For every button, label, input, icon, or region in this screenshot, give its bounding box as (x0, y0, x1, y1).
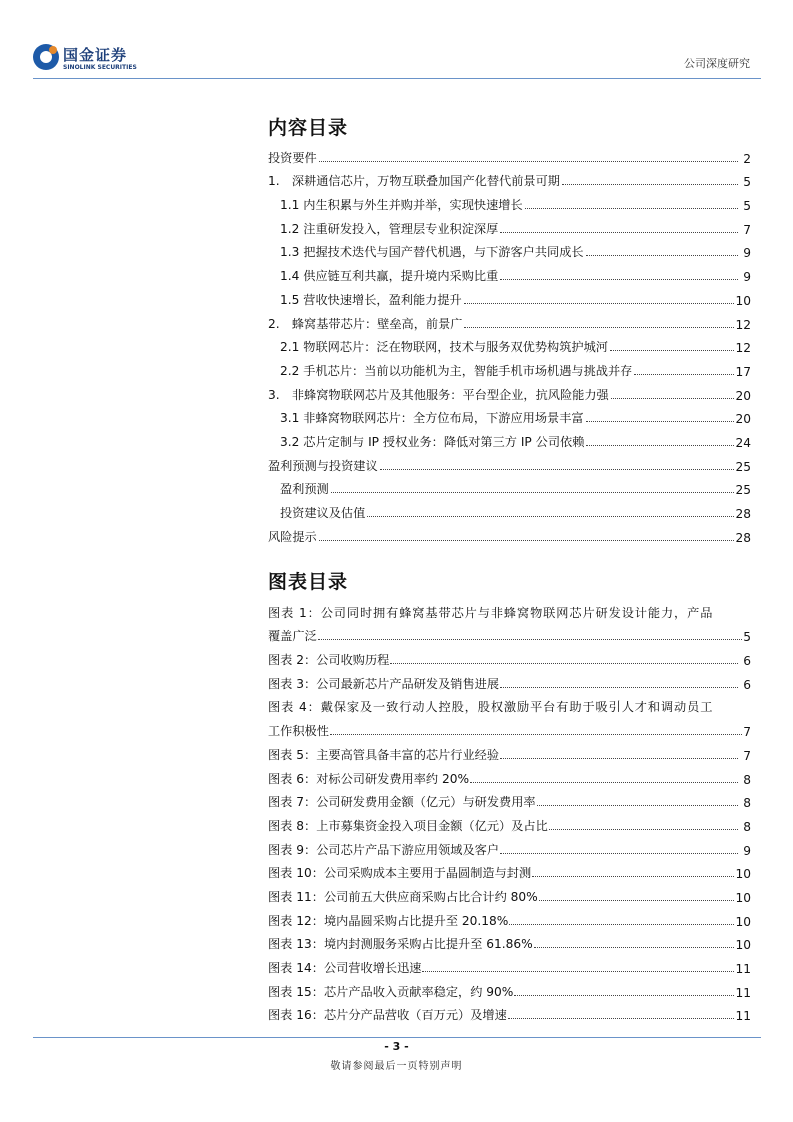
toc-entry-page: 17 (735, 364, 751, 379)
dot-leader (500, 232, 738, 233)
toc-entry-page: 10 (735, 293, 751, 308)
dot-leader (537, 805, 738, 806)
dot-leader (525, 208, 738, 209)
dot-leader (532, 876, 734, 877)
figure-entry-page: 10 (735, 890, 751, 905)
toc-entry-label: 3.1 非蜂窝物联网芯片：全方位布局，下游应用场景丰富 (280, 411, 584, 426)
figure-label-cont: 覆盖广泛 (268, 629, 317, 644)
toc-entry[interactable] (268, 497, 751, 521)
toc-entry-label: 1.3 把握技术迭代与国产替代机遇，与下游客户共同成长 (280, 245, 584, 260)
figure-entry-label: 图表 6：对标公司研发费用率约 20% (268, 771, 470, 786)
figure-entry[interactable] (268, 976, 751, 1000)
figure-entry[interactable] (268, 763, 751, 787)
figure-entry-label: 图表 13：境内封测服务采购占比提升至 61.86% (268, 937, 533, 952)
figures-list (268, 597, 751, 1023)
figure-entry-label: 图表 8：上市募集资金投入项目金额（亿元）及占比 (268, 818, 548, 833)
figure-entry-page: 8 (743, 796, 751, 811)
toc-entry-label: 盈利预测与投资建议 (268, 458, 378, 473)
dot-leader (470, 782, 738, 783)
figure-entry[interactable] (268, 834, 751, 858)
toc-entry[interactable] (268, 355, 751, 379)
figure-page: 7 (743, 725, 751, 740)
figure-entry[interactable] (268, 787, 751, 811)
toc-entry[interactable] (268, 142, 751, 166)
figure-entry[interactable] (268, 1000, 751, 1024)
toc-entry-label: 盈利预测 (280, 482, 329, 497)
dot-leader (586, 445, 734, 446)
dot-leader (500, 758, 738, 759)
toc-entry-label: 1.4 供应链互利共赢，提升境内采购比重 (280, 269, 499, 284)
figure-label: 图表 1：公司同时拥有蜂窝基带芯片与非蜂窝物联网芯片研发设计能力，产品 (268, 605, 714, 620)
figure-entry-label: 图表 16：芯片分产品营收（百万元）及增速 (268, 1008, 507, 1023)
footer-disclaimer: 敬请参阅最后一页特别声明 (330, 1061, 463, 1072)
toc-entry-page: 9 (743, 246, 751, 261)
figure-page: 5 (743, 630, 751, 645)
toc-entry-page: 20 (735, 388, 751, 403)
dot-leader (367, 516, 734, 517)
toc-entry[interactable] (268, 426, 751, 450)
toc-entry-page: 25 (735, 459, 751, 474)
toc-entry[interactable] (268, 284, 751, 308)
toc-entry-label: 投资建议及估值 (280, 506, 366, 520)
toc-entry[interactable] (268, 521, 751, 545)
figure-entry[interactable] (268, 929, 751, 953)
toc-entry-page: 25 (735, 483, 751, 498)
dot-leader (586, 421, 735, 422)
figure-entry[interactable] (268, 810, 751, 834)
footer-divider (33, 1037, 761, 1038)
figure-entry-page: 8 (743, 819, 751, 834)
page-header (0, 0, 793, 80)
dot-leader (422, 971, 734, 972)
figure-entry-page: 9 (743, 843, 751, 858)
figure-entry-page: 8 (743, 772, 751, 787)
figure-entry-label: 图表 5：主要高管具备丰富的芯片行业经验 (268, 747, 500, 762)
dot-leader (500, 279, 738, 280)
dot-leader (331, 492, 735, 493)
dot-leader (509, 924, 734, 925)
company-logo (33, 44, 148, 74)
toc-list (268, 142, 751, 545)
toc-entry[interactable] (268, 308, 751, 332)
page-number: - 3 - (384, 1040, 409, 1053)
dot-leader (549, 829, 738, 830)
dot-leader (534, 947, 735, 948)
figure-entry-label: 图表 2：公司收购历程 (268, 653, 390, 668)
toc-entry[interactable] (268, 450, 751, 474)
dot-leader (611, 398, 735, 399)
toc-entry-label: 1.1 内生积累与外生并购并举，实现快速增长 (280, 198, 523, 213)
figure-entry-4[interactable] (268, 692, 751, 739)
logo-icon (33, 44, 59, 70)
figure-entry-page: 11 (735, 985, 751, 1000)
toc-entry[interactable] (268, 379, 751, 403)
toc-entry-page: 28 (735, 507, 751, 521)
figure-entry-page: 6 (743, 654, 751, 669)
figure-label-cont: 工作积极性 (268, 724, 329, 739)
dot-leader (539, 900, 735, 901)
dot-leader (586, 255, 738, 256)
dot-leader (319, 540, 735, 541)
toc-entry-label: 2. 蜂窝基带芯片：壁垒高，前景广 (268, 316, 463, 331)
figure-entry-page: 10 (735, 867, 751, 882)
toc-entry-page: 5 (743, 199, 751, 214)
dot-leader (500, 687, 738, 688)
toc-entry-page: 24 (735, 435, 751, 450)
dot-leader (500, 853, 738, 854)
toc-entry-page: 7 (743, 222, 751, 237)
toc-entry[interactable] (268, 260, 751, 284)
header-divider (33, 78, 761, 79)
figure-entry[interactable] (268, 905, 751, 929)
toc-entry[interactable] (268, 403, 751, 427)
toc-entry-label: 2.1 物联网芯片：泛在物联网，技术与服务双优势构筑护城河 (280, 340, 608, 355)
toc-entry-page: 9 (743, 270, 751, 285)
toc-entry-label: 3.2 芯片定制与 IP 授权业务：降低对第三方 IP 公司依赖 (280, 434, 585, 449)
toc-entry-label: 风险提示 (268, 529, 317, 544)
toc-entry[interactable] (268, 189, 751, 213)
toc-entry[interactable] (268, 474, 751, 498)
dot-leader (464, 303, 735, 304)
toc-entry-page: 12 (735, 341, 751, 356)
toc-title: 内容目录 (268, 117, 349, 139)
figure-entry[interactable] (268, 739, 751, 763)
toc-entry-page: 2 (743, 151, 751, 166)
figure-entry-label: 图表 12：境内晶圆采购占比提升至 20.18% (268, 913, 509, 928)
figure-entry-page: 7 (743, 748, 751, 763)
figures-title: 图表目录 (268, 571, 349, 593)
toc-entry-label: 投资要件 (268, 150, 317, 165)
toc-entry-label: 1.5 营收快速增长，盈利能力提升 (280, 292, 462, 307)
logo-text-en: SINOLINK SECURITIES (63, 64, 137, 71)
figure-entry-label: 图表 10：公司采购成本主要用于晶圆制造与封测 (268, 866, 532, 881)
toc-entry-page: 12 (735, 317, 751, 332)
dot-leader (508, 1018, 735, 1019)
dot-leader (562, 184, 738, 185)
dot-leader (634, 374, 734, 375)
figure-entry-page: 10 (735, 914, 751, 929)
figure-entry-label: 图表 9：公司芯片产品下游应用领域及客户 (268, 842, 500, 857)
toc-entry-page: 5 (743, 175, 751, 190)
dot-leader (610, 350, 735, 351)
figure-entry-label: 图表 15：芯片产品收入贡献率稳定，约 90% (268, 984, 514, 999)
toc-entry[interactable] (268, 166, 751, 190)
figure-entry-page: 10 (735, 938, 751, 953)
toc-entry-label: 3. 非蜂窝物联网芯片及其他服务：平台型企业，抗风险能力强 (268, 387, 609, 402)
dot-leader (380, 469, 735, 470)
figure-label: 图表 4：戴保家及一致行动人控股，股权激励平台有助于吸引人才和调动员工 (268, 700, 714, 715)
toc-entry[interactable] (268, 213, 751, 237)
dot-leader (318, 639, 742, 640)
logo-text-cn: 国金证券 (63, 46, 128, 64)
figure-entry-label: 图表 11：公司前五大供应商采购占比合计约 80% (268, 889, 538, 904)
toc-entry-label: 2.2 手机芯片：当前以功能机为主，智能手机市场机遇与挑战并存 (280, 363, 633, 378)
figure-entry-page: 11 (735, 1009, 751, 1024)
dot-leader (390, 663, 738, 664)
dot-leader (514, 995, 734, 996)
figure-entry[interactable] (268, 952, 751, 976)
toc-entry-page: 20 (735, 412, 751, 427)
figure-entry-label: 图表 7：公司研发费用金额（亿元）与研发费用率 (268, 795, 536, 810)
dot-leader (464, 327, 734, 328)
figure-entry-label: 图表 3：公司最新芯片产品研发及销售进展 (268, 676, 500, 691)
toc-entry-label: 1.2 注重研发投入，管理层专业积淀深厚 (280, 221, 499, 236)
figure-entry[interactable] (268, 668, 751, 692)
toc-entry[interactable] (268, 332, 751, 356)
figure-entry[interactable] (268, 881, 751, 905)
figure-entry-1[interactable] (268, 597, 751, 644)
figure-entry[interactable] (268, 858, 751, 882)
figure-entry-label: 图表 14：公司营收增长迅速 (268, 961, 422, 976)
toc-entry-page: 28 (735, 530, 751, 545)
toc-entry-label: 1. 深耕通信芯片，万物互联叠加国产化替代前景可期 (268, 174, 560, 189)
figure-entry-page: 6 (743, 677, 751, 692)
dot-leader (330, 734, 742, 735)
toc-entry[interactable] (268, 237, 751, 261)
report-type-label: 公司深度研究 (684, 57, 750, 70)
figure-entry-page: 11 (735, 962, 751, 977)
dot-leader (319, 161, 738, 162)
figure-entry[interactable] (268, 644, 751, 668)
